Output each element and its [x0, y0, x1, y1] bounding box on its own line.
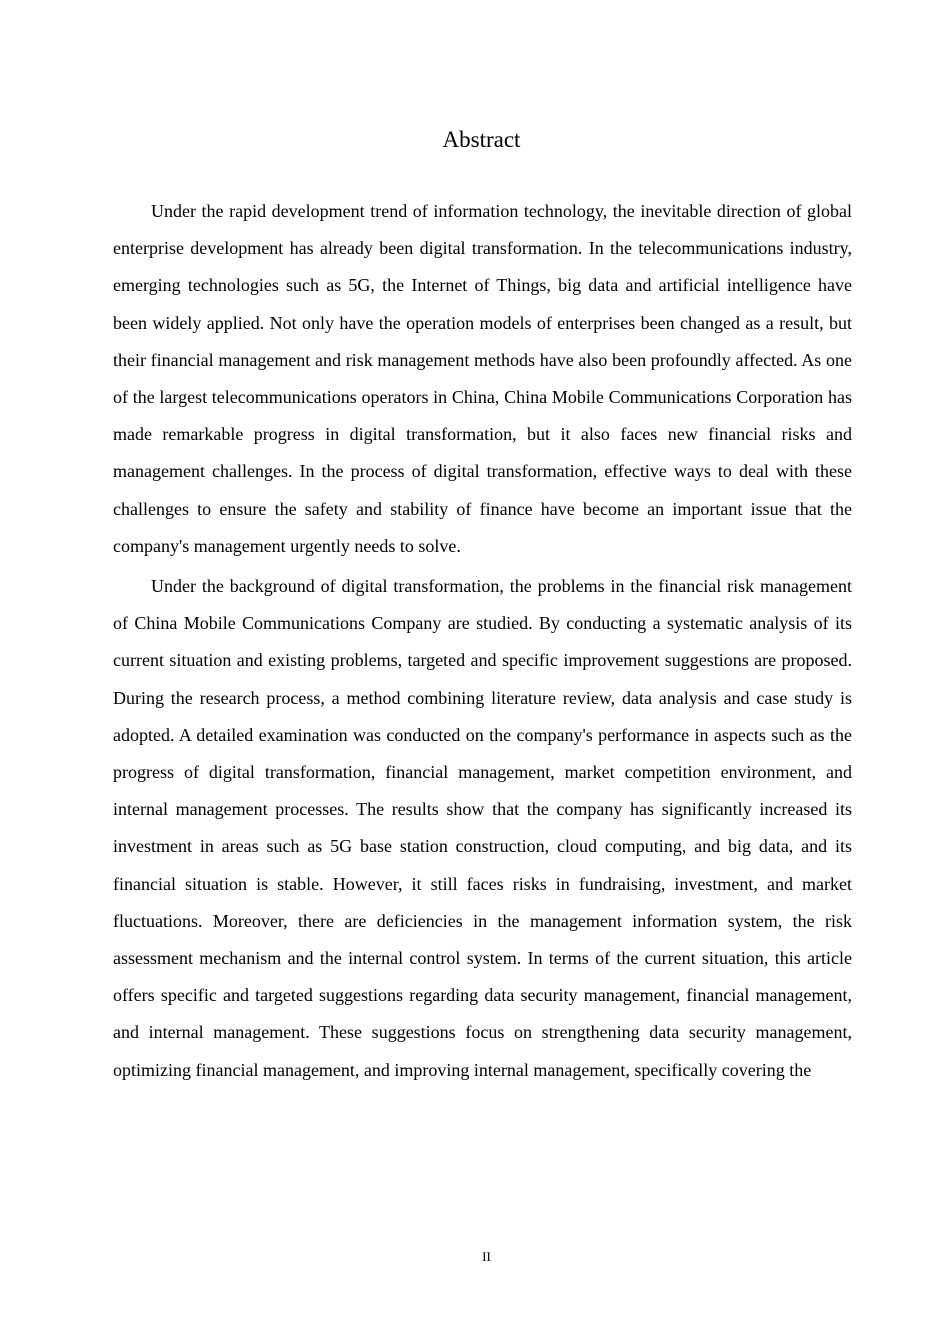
- abstract-paragraph-2: Under the background of digital transformation, the problems in the financial risk management of China Mobile Communications Company are studied. By conducting a systematic analysis of its current situation and existing problems, targeted and specific improvement suggestions are proposed. During the research process, a method combining literature review, data analysis and case study is adopted. A detailed examination was conducted on the company's performance in aspects such as the progress of digital transformation, financial management, market competition environment, and internal management processes. The results show that the company has significantly increased its investment in areas such as 5G base station construction, cloud computing, and big data, and its financial situation is stable. However, it still faces risks in fundraising, investment, and market fluctuations. Moreover, there are deficiencies in the management information system, the risk assessment mechanism and the internal control system. In terms of the current situation, this article offers specific and targeted suggestions regarding data security management, financial management, and internal management. These suggestions focus on strengthening data security management, optimizing financial management, and improving internal management, specifically covering the: [113, 576, 852, 1080]
- abstract-body: [113, 193, 852, 1089]
- page-number: II: [482, 1249, 491, 1264]
- abstract-title: Abstract: [442, 127, 521, 152]
- abstract-paragraph-1: Under the rapid development trend of information technology, the inevitable direction of global enterprise development has already been digital transformation. In the telecommunications industry, emerging technologies such as 5G, the Internet of Things, big data and artificial intelligence have been widely applied. Not only have the operation models of enterprises been changed as a result, but their financial management and risk management methods have also been profoundly affected. As one of the largest telecommunications operators in China, China Mobile Communications Corporation has made remarkable progress in digital transformation, but it also faces new financial risks and management challenges. In the process of digital transformation, effective ways to deal with these challenges to ensure the safety and stability of finance have become an important issue that the company's management urgently needs to solve.: [113, 201, 852, 556]
